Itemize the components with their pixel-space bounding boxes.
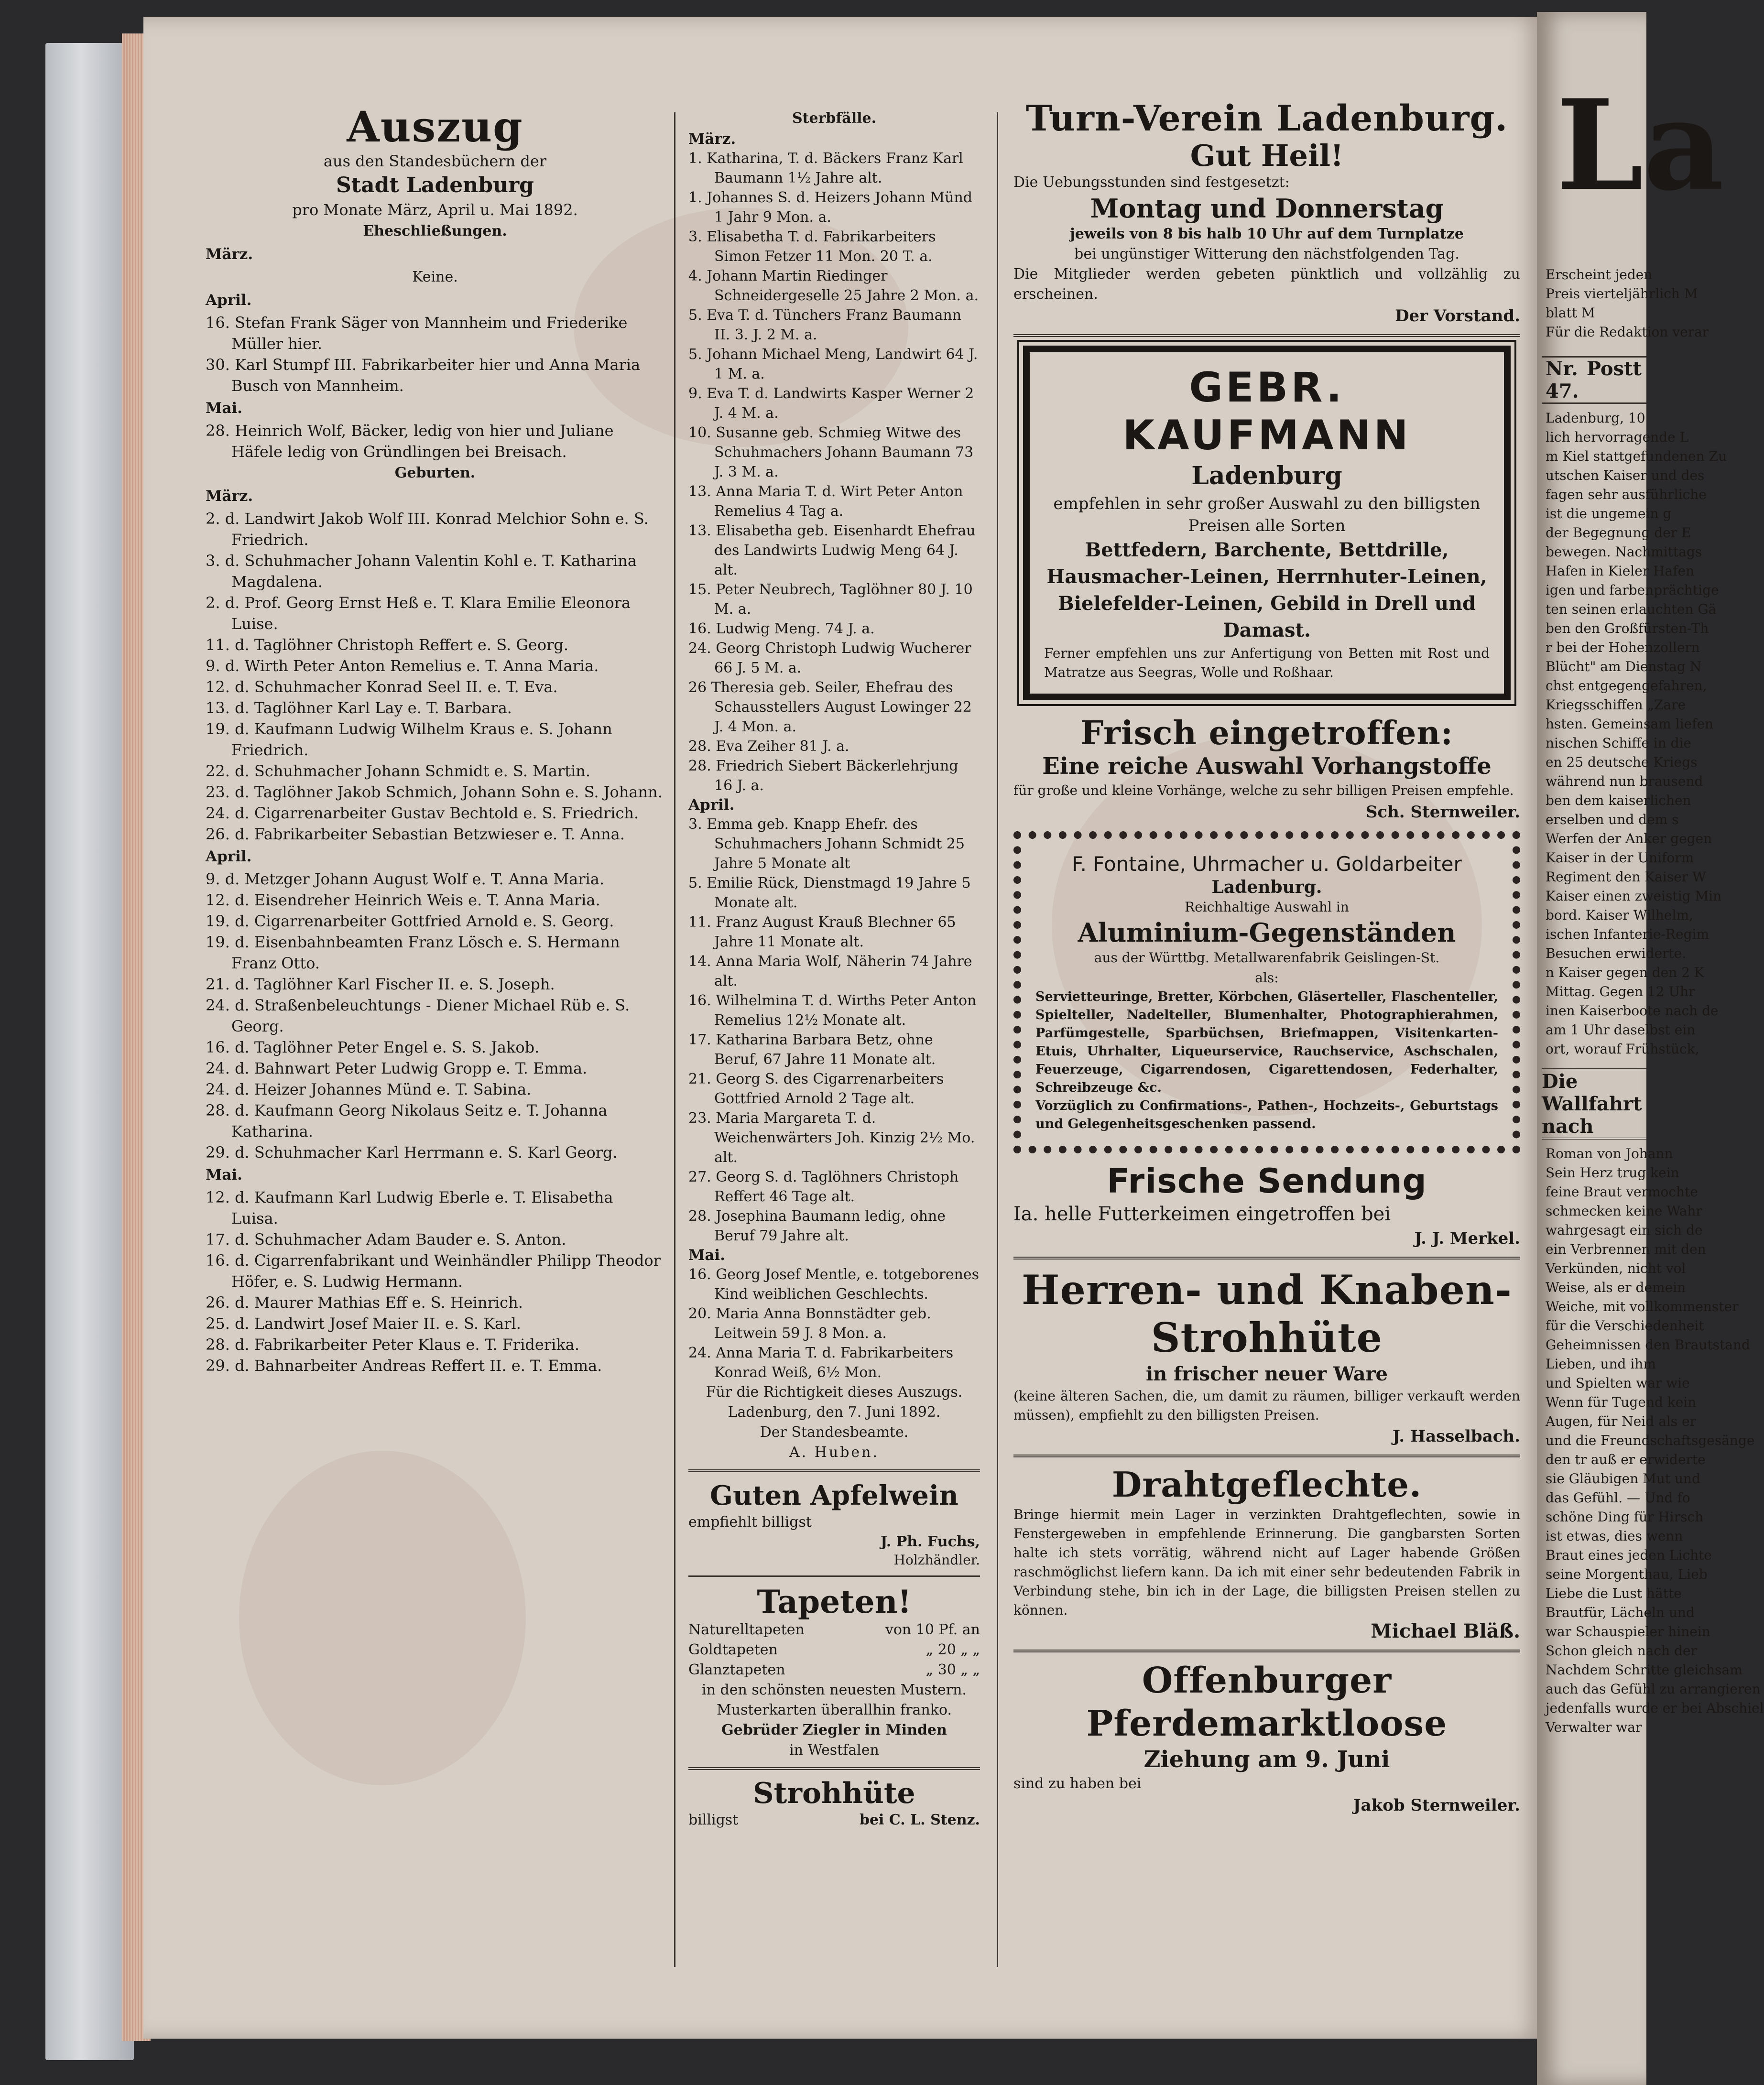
next-page-line: ten seinen erlauchten Gä <box>1546 601 1717 617</box>
next-page-line: Regiment den Kaiser W <box>1546 869 1706 885</box>
next-page-line: nischen Schiffe in die <box>1546 735 1692 751</box>
next-page-line: während nun brausend <box>1546 773 1703 789</box>
next-page-line: fagen sehr ausführliche <box>1546 487 1707 502</box>
register-entry: 9. d. Wirth Peter Anton Remelius e. T. Anna Maria. <box>206 657 599 675</box>
kaufmann-ad <box>1023 346 1511 700</box>
next-page-line: Weiche, mit vollkommenster <box>1546 1299 1739 1314</box>
next-page-line: der Begegnung der E <box>1546 525 1691 541</box>
death-entry: 5. Johann Michael Meng, Landwirt 64 J. 1 M. a. <box>688 346 978 382</box>
offenburg-signature: Jakob Sternweiler. <box>1353 1796 1520 1815</box>
death-entry: 27. Georg S. d. Taglöhners Christoph Reffert 46 Tage alt. <box>688 1169 959 1205</box>
divider <box>1013 334 1520 337</box>
divider <box>688 1469 980 1472</box>
frisch-title: Frisch eingetroffen: <box>1080 714 1453 752</box>
register-entry: 24. d. Heizer Johannes Münd e. T. Sabina. <box>206 1080 532 1098</box>
next-page-line: Erscheint jeden <box>1546 267 1653 282</box>
next-page-line: igen und farbenprächtige <box>1546 582 1719 598</box>
register-entry: 24. d. Straßenbeleuchtungs - Diener Michael Rüb e. S. Georg. <box>206 996 630 1035</box>
registrar-name: A. Huben. <box>789 1444 880 1461</box>
register-entry: 13. d. Taglöhner Karl Lay e. T. Barbara. <box>206 699 512 717</box>
register-entry: 2. d. Landwirt Jakob Wolf III. Konrad Melchior Sohn e. S. Friedrich. <box>206 510 649 549</box>
death-entry: 13. Anna Maria T. d. Wirt Peter Anton Remelius 4 Tag a. <box>688 483 963 520</box>
next-page-line: Weise, als er demein <box>1546 1280 1686 1295</box>
register-entry: 28. Heinrich Wolf, Bäcker, ledig von hier und Juliane Häfele ledig von Gründlingen bei Breisach. <box>206 422 614 461</box>
register-entry: 2. d. Prof. Georg Ernst Heß e. T. Klara Emilie Eleonora Luise. <box>206 594 631 633</box>
divider <box>1013 1257 1520 1260</box>
divider <box>688 1575 980 1577</box>
next-page-line: Nachdem Schritte gleichsam <box>1546 1662 1742 1678</box>
next-page-article-title: Die Wallfahrt nach <box>1542 1068 1646 1140</box>
tapeten-location: in Westfalen <box>789 1742 879 1759</box>
next-page-line: utschen Kaiser und des <box>1546 467 1705 483</box>
register-entry: 24. d. Bahnwart Peter Ludwig Gropp e. T. Emma. <box>206 1059 588 1077</box>
next-page-line: wahrgesagt ein sich de <box>1546 1222 1703 1238</box>
death-entry: 24. Anna Maria T. d. Fabrikarbeiters Konrad Weiß, 6½ Mon. <box>688 1345 954 1381</box>
death-entry: 16. Georg Josef Mentle, e. totgeborenes Kind weiblichen Geschlechts. <box>688 1266 980 1303</box>
register-entry: 17. d. Schuhmacher Adam Bauder e. S. Anton. <box>206 1230 566 1249</box>
death-entry: 24. Georg Christoph Ludwig Wucherer 66 J. 5 M. a. <box>688 640 971 676</box>
register-entry: 26. d. Fabrikarbeiter Sebastian Betzwieser e. T. Anna. <box>206 825 625 843</box>
next-page-line: ein Verbrennen mit den <box>1546 1241 1706 1257</box>
death-entry: 13. Elisabetha geb. Eisenhardt Ehefrau des Landwirts Ludwig Meng 64 J. alt. <box>688 522 976 578</box>
offenburg-title: Offenburger Pferdemarktloose <box>1086 1660 1448 1744</box>
next-page-line: jedenfalls wurde er bei Abschiel <box>1546 1700 1764 1716</box>
certification-date: Ladenburg, den 7. Juni 1892. <box>728 1404 941 1421</box>
births-heading: Geburten. <box>394 465 476 481</box>
strohhuete-left: billigst <box>688 1812 739 1828</box>
tapeten-company: Gebrüder Ziegler in Minden <box>721 1722 947 1738</box>
apfelwein-title: Guten Apfelwein <box>710 1480 958 1511</box>
next-page-line: ist etwas, dies wenn <box>1546 1528 1683 1544</box>
register-subtitle-1: aus den Standesbüchern der <box>323 152 547 170</box>
draht-title: Drahtgeflechte. <box>1111 1464 1422 1505</box>
next-page-line: erselben und dem s <box>1546 812 1679 827</box>
death-entry: 16. Wilhelmina T. d. Wirths Peter Anton Remelius 12½ Monate alt. <box>688 992 977 1029</box>
next-page-line: sie Gläubigen Mut und <box>1546 1471 1700 1487</box>
next-page-line: auch das Gefühl zu arrangieren <box>1546 1681 1761 1697</box>
next-page-line: schmecken keine Wahr <box>1546 1203 1702 1219</box>
death-entry: 11. Franz August Krauß Blechner 65 Jahre 11 Monate alt. <box>688 914 956 950</box>
fontaine-list: Servietteuringe, Bretter, Körbchen, Gläserteller, Flaschenteller, Spielteller, Nadelteller, Blumenhalter, Photographierahmen, Parfümgestelle, Sparbüchsen, Briefmappen, Visitenkarten-Etuis, Uhrhalter, Liqueurservice, Rauchservice, Aschschalen, Feuerzeuge, Cigarrendosen, Cigarettendosen, Federhalter, Schreibzeuge &c. <box>1035 989 1498 1095</box>
next-page-line: Roman von Johann <box>1546 1146 1673 1162</box>
tapeten-row <box>688 1620 980 1640</box>
register-entry: 12. d. Kaufmann Karl Ludwig Eberle e. T. Elisabetha Luisa. <box>206 1188 613 1227</box>
kaufmann-line: Ferner empfehlen uns zur Anfertigung von Betten mit Rost und Matratze aus Seegras, Wolle und Roßhaar. <box>1044 645 1490 680</box>
apfelwein-ad <box>688 1479 980 1569</box>
turnverein-ad <box>1013 98 1520 327</box>
next-page <box>1537 12 1764 2085</box>
frisch-signature: Sch. Sternweiler. <box>1365 803 1520 822</box>
fontaine-place: Ladenburg. <box>1211 877 1322 897</box>
advertisement-column <box>1013 98 1520 1817</box>
register-entry: 12. d. Eisendreher Heinrich Weis e. T. Anna Maria. <box>206 891 600 909</box>
tapeten-line: in den schönsten neuesten Mustern. <box>702 1682 967 1698</box>
sendung-line: Ia. helle Futterkeimen eingetroffen bei <box>1013 1203 1391 1225</box>
register-entry: 19. d. Eisenbahnbeamten Franz Lösch e. S. Hermann Franz Otto. <box>206 933 620 972</box>
offenburg-ad <box>1013 1659 1520 1817</box>
strohhuete-ad <box>688 1777 980 1830</box>
register-entry: 16. d. Cigarrenfabrikant und Weinhändler Philipp Theodor Höfer, e. S. Ludwig Hermann. <box>206 1251 661 1291</box>
death-entry: 28. Josephina Baumann ledig, ohne Beruf 79 Jahre alt. <box>688 1208 946 1244</box>
death-entry: 4. Johann Martin Riedinger Schneidergeselle 25 Jahre 2 Mon. a. <box>688 268 979 304</box>
next-page-line: en 25 deutsche Kriegs <box>1546 754 1698 770</box>
death-entry: 28. Eva Zeiher 81 J. a. <box>688 738 849 755</box>
divider <box>1013 1455 1520 1457</box>
death-entry: 26 Theresia geb. Seiler, Ehefrau des Schausstellers August Lowinger 22 J. 4 Mon. a. <box>688 679 972 735</box>
strohhuete-seller: bei C. L. Stenz. <box>859 1812 980 1828</box>
deaths-heading: Sterbfälle. <box>792 110 877 127</box>
next-page-line: Verwalter war <box>1546 1719 1642 1735</box>
next-page-line: Verkünden, nicht vol <box>1546 1260 1686 1276</box>
month-label: März. <box>206 246 253 263</box>
next-page-line: ben den Großfürsten-Th <box>1546 620 1709 636</box>
register-entry: 26. d. Maurer Mathias Eff e. S. Heinrich. <box>206 1293 523 1312</box>
book-binding <box>45 43 134 2060</box>
apfelwein-line: empfiehlt billigst <box>688 1514 812 1531</box>
fontaine-line: Vorzüglich zu Confirmations-, Pathen-, Hochzeits-, Geburtstags und Gelegenheitsgeschenken passend. <box>1035 1098 1498 1131</box>
turnverein-line: Die Uebungsstunden sind festgesetzt: <box>1013 174 1290 191</box>
next-page-line: chst entgegengefahren, <box>1546 678 1707 694</box>
next-page-line: Augen, für Neid als er <box>1546 1413 1696 1429</box>
next-page-line: war Schauspieler hinein <box>1546 1624 1710 1640</box>
turnverein-line: bei ungünstiger Witterung den nächstfolgenden Tag. <box>1074 246 1459 262</box>
next-page-line: Lieben, und ihm <box>1546 1356 1656 1372</box>
frisch-line: für große und kleine Vorhänge, welche zu sehr billigen Preisen empfehle. <box>1013 782 1514 798</box>
next-page-line: r bei der Hohenzollern <box>1546 640 1700 655</box>
register-subtitle-3: pro Monate März, April u. Mai 1892. <box>292 201 578 219</box>
register-title: Auszug <box>347 102 523 152</box>
turnverein-signature: Der Vorstand. <box>1395 306 1520 326</box>
divider <box>1013 1650 1520 1652</box>
column-rule-1 <box>674 112 675 1967</box>
next-page-line: Ladenburg, 10 <box>1546 410 1645 426</box>
tapeten-price: „ 20 „ „ <box>926 1641 980 1658</box>
draht-text: Bringe hiermit mein Lager in verzinkten Drahtgeflechten, sowie in Fenstergeweben in empfehlende Erinnerung. Die gangbarsten Sorten halte ich stets vorrätig, während nicht auf Lager habende Größen raschmöglichst liefern kann. Da ich mit einer sehr bedeutenden Fabrik in Verbindung stehe, bin ich in der Lage, die billigsten Preisen stellen zu können. <box>1013 1507 1520 1618</box>
fontaine-line: Reichhaltige Auswahl in <box>1185 899 1349 915</box>
next-page-line: und Spielten war wie <box>1546 1375 1690 1391</box>
fontaine-big: Aluminium-Gegenständen <box>1078 917 1456 948</box>
sendung-title: Frische Sendung <box>1107 1162 1427 1201</box>
next-page-line: seine Morgenthau, Lieb <box>1546 1566 1708 1582</box>
next-page-line: hsten. Gemeinsam liefen <box>1546 716 1714 732</box>
next-page-line: ort, worauf Frühstück, <box>1546 1041 1699 1057</box>
herren-ad <box>1013 1266 1520 1448</box>
apfelwein-signature: J. Ph. Fuchs, <box>880 1533 980 1550</box>
tapeten-type: Glanztapeten <box>688 1661 785 1678</box>
month-label: März. <box>206 488 253 505</box>
strohhuete-row <box>688 1810 980 1830</box>
next-page-line: n Kaiser gegen den 2 K <box>1546 965 1704 980</box>
register-entry: 16. d. Taglöhner Peter Engel e. S. S. Jakob. <box>206 1038 540 1056</box>
death-entry: 1. Katharina, T. d. Bäckers Franz Karl Baumann 1½ Jahre alt. <box>688 150 963 186</box>
next-page-line: den tr auß er erwiderte <box>1546 1452 1706 1467</box>
next-page-line: Mittag. Gegen 12 Uhr <box>1546 984 1695 999</box>
turnverein-title: Turn-Verein Ladenburg. <box>1025 98 1508 139</box>
next-page-line: Für die Redaktion verar <box>1546 324 1709 340</box>
next-page-masthead: La <box>1556 73 1724 218</box>
next-page-line: Schon gleich nach der <box>1546 1643 1697 1659</box>
draht-ad <box>1013 1464 1520 1643</box>
kaufmann-line: empfehlen in sehr großer Auswahl zu den billigsten Preisen alle Sorten <box>1053 494 1481 535</box>
register-entry: 11. d. Taglöhner Christoph Reffert e. S. Georg. <box>206 636 569 654</box>
none-label: Keine. <box>412 269 458 285</box>
register-entry: 24. d. Cigarrenarbeiter Gustav Bechtold e. S. Friedrich. <box>206 804 639 822</box>
tapeten-price: von 10 Pf. an <box>885 1621 980 1638</box>
kaufmann-place: Ladenburg <box>1191 461 1342 490</box>
tapeten-title: Tapeten! <box>757 1583 912 1620</box>
next-page-issue: Nr. 47. <box>1546 358 1579 402</box>
tapeten-type: Goldtapeten <box>688 1641 778 1658</box>
death-entry: 3. Emma geb. Knapp Ehefr. des Schuhmachers Johann Schmidt 25 Jahre 5 Monate alt <box>688 816 965 872</box>
next-page-line: Preis vierteljährlich M <box>1546 286 1698 302</box>
death-entry: 28. Friedrich Siebert Bäckerlehrjung 16 J. a. <box>688 758 958 794</box>
month-label: Mai. <box>206 400 242 417</box>
next-page-line: m Kiel stattgefundenen Zu <box>1546 448 1727 464</box>
death-entry: 9. Eva T. d. Landwirts Kasper Werner 2 J. 4 M. a. <box>688 385 974 422</box>
civil-register-column <box>206 103 664 1376</box>
fontaine-als: als: <box>1255 970 1279 986</box>
offenburg-draw: Ziehung am 9. Juni <box>1143 1746 1390 1773</box>
register-entry: 16. Stefan Frank Säger von Mannheim und Friederike Müller hier. <box>206 314 628 353</box>
sendung-signature: J. J. Merkel. <box>1414 1229 1520 1248</box>
tapeten-price: „ 30 „ „ <box>926 1661 980 1678</box>
register-entry: 19. d. Kaufmann Ludwig Wilhelm Kraus e. S. Johann Friedrich. <box>206 720 612 759</box>
fontaine-ad <box>1013 831 1520 1153</box>
death-entry: 15. Peter Neubrech, Taglöhner 80 J. 10 M. a. <box>688 581 973 618</box>
register-entry: 22. d. Schuhmacher Johann Schmidt e. S. Martin. <box>206 762 591 780</box>
register-entry: 12. d. Schuhmacher Konrad Seel II. e. T. Eva. <box>206 678 558 696</box>
next-page-issue-bar <box>1542 356 1646 404</box>
tapeten-row <box>688 1660 980 1680</box>
next-page-line: Kaiser einen zweistig Min <box>1546 888 1722 904</box>
register-entry: 29. d. Schuhmacher Karl Herrmann e. S. Karl Georg. <box>206 1143 618 1162</box>
next-page-line: ischen Infanterie-Regim <box>1546 926 1710 942</box>
turnverein-days: Montag und Donnerstag <box>1090 193 1444 224</box>
next-page-line: Sein Herz trug kein <box>1546 1165 1679 1181</box>
frisch-sub: Eine reiche Auswahl Vorhangstoffe <box>1042 753 1492 780</box>
next-page-line: am 1 Uhr daselbst ein <box>1546 1022 1696 1038</box>
deaths-column <box>688 108 980 1830</box>
next-page-line: Kriegsschiffen „Zare <box>1546 697 1686 713</box>
fontaine-line: aus der Württbg. Metallwarenfabrik Geislingen-St. <box>1094 950 1440 966</box>
tapeten-type: Naturelltapeten <box>688 1621 805 1638</box>
next-page-line: Werfen der Anker gegen <box>1546 831 1712 847</box>
register-entry: 28. d. Kaufmann Georg Nikolaus Seitz e. T. Johanna Katharina. <box>206 1101 608 1140</box>
next-page-line: und die Freundschaftsgesänge <box>1546 1433 1755 1448</box>
tapeten-row <box>688 1640 980 1660</box>
register-entry: 23. d. Taglöhner Jakob Schmich, Johann Sohn e. S. Johann. <box>206 783 663 801</box>
death-entry: 5. Eva T. d. Tünchers Franz Baumann II. 3. J. 2 M. a. <box>688 307 962 343</box>
next-page-line: das Gefühl. — Und fo <box>1546 1490 1690 1506</box>
marriages-heading: Eheschließungen. <box>363 223 507 239</box>
death-entry: 14. Anna Maria Wolf, Näherin 74 Jahre alt. <box>688 953 972 989</box>
next-page-line: Wenn für Tugend kein <box>1546 1394 1697 1410</box>
register-entry: 3. d. Schuhmacher Johann Valentin Kohl e. T. Katharina Magdalena. <box>206 552 637 591</box>
sendung-ad <box>1013 1161 1520 1250</box>
month-label: Mai. <box>206 1166 242 1184</box>
death-entry: 5. Emilie Rück, Dienstmagd 19 Jahre 5 Monate alt. <box>688 875 971 911</box>
column-rule-2 <box>997 112 998 1967</box>
turnverein-line: jeweils von 8 bis halb 10 Uhr auf dem Turnplatze <box>1070 226 1464 242</box>
offenburg-line: sind zu haben bei <box>1013 1775 1142 1792</box>
next-page-line: Braut eines jeden Lichte <box>1546 1547 1712 1563</box>
death-entry: 10. Susanne geb. Schmieg Witwe des Schuhmachers Johann Baumann 73 J. 3 M. a. <box>688 424 974 480</box>
herren-title: Herren- und Knaben-Strohhüte <box>1022 1266 1512 1361</box>
next-page-line: ben dem kaiserlichen <box>1546 793 1691 808</box>
certification-line: Für die Richtigkeit dieses Auszugs. <box>706 1384 963 1401</box>
herren-line: (keine älteren Sachen, die, um damit zu räumen, billiger verkauft werden müssen), empfiehlt zu den billigsten Preisen. <box>1013 1388 1520 1423</box>
month-label: April. <box>206 292 252 309</box>
next-page-line: lich hervorragende L <box>1546 429 1689 445</box>
register-entry: 19. d. Cigarrenarbeiter Gottfried Arnold e. S. Georg. <box>206 912 614 930</box>
death-entry: 16. Ludwig Meng. 74 J. a. <box>688 620 875 637</box>
turnverein-motto: Gut Heil! <box>1190 138 1344 173</box>
next-page-line: Besuchen erwiderte. <box>1546 945 1687 961</box>
kaufmann-goods: Bettfedern, Barchente, Bettdrille, Hausmacher-Leinen, Herrnhuter-Leinen, Bielefelder-Leinen, Gebild in Drell und Damast. <box>1046 539 1487 641</box>
register-entry: 30. Karl Stumpf III. Fabrikarbeiter hier und Anna Maria Busch von Mannheim. <box>206 356 641 395</box>
draht-signature: Michael Bläß. <box>1371 1620 1520 1642</box>
frisch-ad <box>1013 715 1520 824</box>
next-page-line: Geheimnissen den Brautstand <box>1546 1337 1750 1353</box>
herren-signature: J. Hasselbach. <box>1392 1427 1520 1446</box>
kaufmann-title: GEBR. KAUFMANN <box>1122 364 1411 459</box>
next-page-line: blatt M <box>1546 305 1595 321</box>
next-page-line: Hafen in Kieler Hafen <box>1546 563 1695 579</box>
death-entry: 20. Maria Anna Bonnstädter geb. Leitwein 59 J. 8 Mon. a. <box>688 1305 931 1342</box>
register-subtitle-2: Stadt Ladenburg <box>336 173 534 197</box>
next-page-header-lines <box>1537 265 1709 342</box>
next-page-line: schöne Ding für Hirsch <box>1546 1509 1704 1525</box>
next-page-line: bewegen. Nachmittags <box>1546 544 1702 560</box>
next-page-line: ist die ungemein g <box>1546 506 1672 521</box>
death-entry: 21. Georg S. des Cigarrenarbeiters Gottfried Arnold 2 Tage alt. <box>688 1071 944 1107</box>
tapeten-ad <box>688 1584 980 1760</box>
apfelwein-occupation: Holzhändler. <box>893 1552 980 1568</box>
next-page-body-2 <box>1537 1144 1764 1737</box>
register-entry: 28. d. Fabrikarbeiter Peter Klaus e. T. Friderika. <box>206 1336 580 1354</box>
next-page-line: Blücht" am Dienstag N <box>1546 659 1702 674</box>
register-entry: 9. d. Metzger Johann August Wolf e. T. Anna Maria. <box>206 870 604 888</box>
next-page-line: Brautfür, Lächeln und <box>1546 1605 1695 1620</box>
strohhuete-title: Strohhüte <box>753 1777 915 1810</box>
death-entry: 3. Elisabetha T. d. Fabrikarbeiters Simon Fetzer 11 Mon. 20 T. a. <box>688 228 936 265</box>
month-label: Mai. <box>688 1247 725 1264</box>
next-page-line: Kaiser in der Uniform <box>1546 850 1694 866</box>
next-page-body <box>1537 409 1727 1059</box>
next-page-line: feine Braut vermochte <box>1546 1184 1698 1200</box>
month-label: März. <box>688 130 736 148</box>
tapeten-line: Musterkarten überallhin franko. <box>716 1702 952 1718</box>
month-label: April. <box>688 796 735 814</box>
fontaine-title: F. Fontaine, Uhrmacher u. Goldarbeiter <box>1072 852 1462 876</box>
death-entry: 1. Johannes S. d. Heizers Johann Münd 1 Jahr 9 Mon. a. <box>688 189 972 226</box>
month-label: April. <box>206 848 252 865</box>
next-page-line: inen Kaiserboote nach de <box>1546 1003 1719 1019</box>
next-page-line: für die Verschiedenheit <box>1546 1318 1704 1334</box>
turnverein-line: Die Mitglieder werden gebeten pünktlich und vollzählig zu erscheinen. <box>1013 266 1520 303</box>
next-page-issue-right: Postt <box>1586 358 1642 380</box>
register-entry: 21. d. Taglöhner Karl Fischer II. e. S. Joseph. <box>206 975 555 993</box>
herren-sub: in frischer neuer Ware <box>1145 1363 1388 1385</box>
death-entry: 23. Maria Margareta T. d. Weichenwärters Joh. Kinzig 2½ Mo. alt. <box>688 1110 975 1166</box>
death-entry: 17. Katharina Barbara Betz, ohne Beruf, 67 Jahre 11 Monate alt. <box>688 1032 936 1068</box>
newspaper-page <box>143 17 1544 2039</box>
register-entry: 25. d. Landwirt Josef Maier II. e. S. Karl. <box>206 1314 521 1333</box>
next-page-line: Liebe die Lust hätte <box>1546 1585 1682 1601</box>
register-entry: 29. d. Bahnarbeiter Andreas Reffert II. e. T. Emma. <box>206 1357 602 1375</box>
registrar-title: Der Standesbeamte. <box>760 1424 909 1441</box>
divider <box>688 1767 980 1770</box>
next-page-line: bord. Kaiser Wilhelm, <box>1546 907 1693 923</box>
